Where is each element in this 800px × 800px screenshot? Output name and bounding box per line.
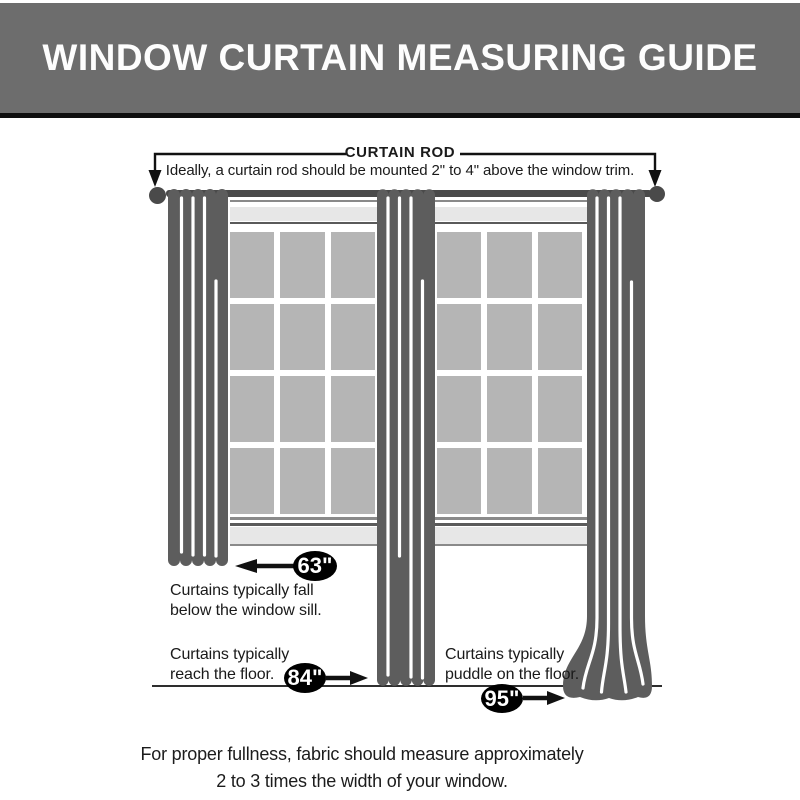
window-pane — [331, 304, 375, 370]
note-sill — [170, 581, 322, 620]
window-pane — [487, 448, 531, 514]
curtain-sill-length — [168, 186, 228, 570]
measurement-badge-95: 95" — [481, 684, 523, 713]
note-puddle — [445, 645, 579, 684]
right-arrow-95 — [523, 690, 565, 706]
curtain-rod-description: Ideally, a curtain rod should be mounted 2" to 4" above the window trim. — [165, 162, 635, 179]
note-floor-line2: reach the floor. — [170, 665, 275, 683]
window-pane — [487, 376, 531, 442]
window-pane — [437, 376, 481, 442]
footer-line1: For proper fullness, fabric should measure approximately — [140, 744, 584, 764]
curtain-panel — [168, 189, 228, 566]
window-pane — [437, 448, 481, 514]
note-sill-line1: Curtains typically fall — [170, 582, 314, 599]
window-pane-grid-left — [230, 232, 375, 514]
arrowhead-icon — [235, 559, 257, 573]
window-pane — [230, 304, 274, 370]
window-pane — [487, 304, 531, 370]
measurement-badge-84: 84" — [284, 663, 326, 693]
rod-finial-left — [149, 187, 166, 204]
curtain-rod-label: CURTAIN ROD — [344, 144, 456, 161]
footer-line2: 2 to 3 times the width of your window. — [216, 771, 508, 791]
right-arrow-84 — [325, 670, 368, 686]
window-pane — [331, 448, 375, 514]
window-pane — [230, 232, 274, 298]
window-pane — [280, 376, 324, 442]
footer-note — [62, 741, 662, 795]
window-pane — [230, 376, 274, 442]
window-pane — [280, 304, 324, 370]
note-sill-line2: below the window sill. — [170, 601, 322, 619]
note-floor — [170, 645, 289, 684]
curtain-puddle-length — [553, 186, 655, 710]
window-pane — [487, 232, 531, 298]
note-floor-line1: Curtains typically — [170, 646, 290, 663]
arrowhead-icon — [350, 671, 368, 685]
curtain-panel — [377, 189, 435, 686]
window-pane — [331, 232, 375, 298]
curtain-floor-length — [377, 186, 435, 688]
left-arrow-63 — [235, 558, 295, 574]
page-title: WINDOW CURTAIN MEASURING GUIDE — [42, 37, 758, 78]
window-pane — [331, 376, 375, 442]
arrowhead-icon — [547, 691, 565, 705]
note-puddle-line1: Curtains typically — [445, 646, 565, 663]
window-pane — [230, 448, 274, 514]
window-pane — [280, 448, 324, 514]
measurement-badge-63: 63" — [293, 551, 337, 581]
window-pane — [437, 304, 481, 370]
header-divider — [0, 113, 800, 118]
window-pane — [280, 232, 324, 298]
note-puddle-line2: puddle on the floor. — [445, 665, 580, 683]
window-pane — [437, 232, 481, 298]
